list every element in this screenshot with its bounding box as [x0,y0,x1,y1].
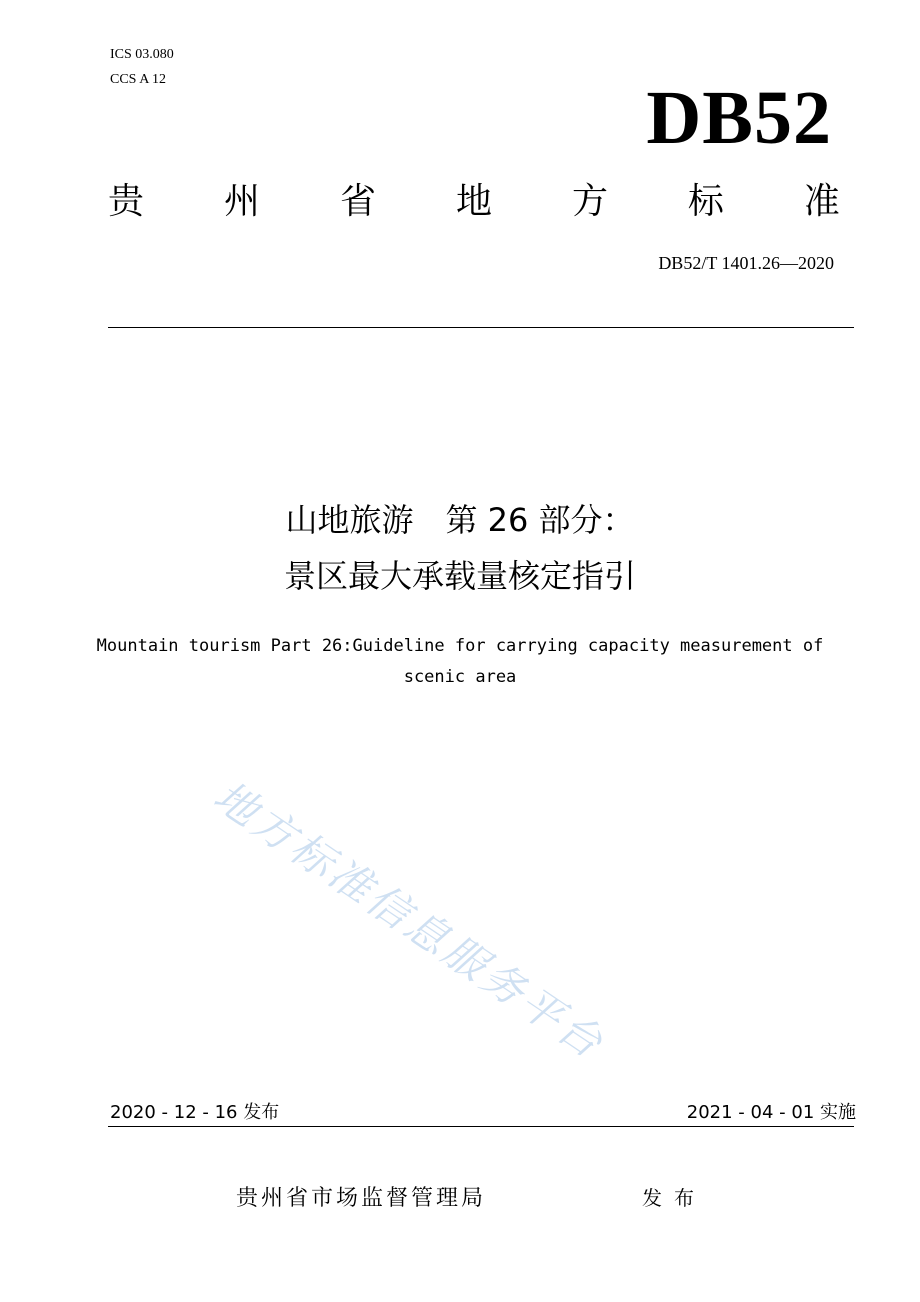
standard-type-char: 标 [687,181,724,222]
publisher-name: 贵州省市场监督管理局 [236,1186,487,1211]
standard-type-char: 省 [339,181,376,222]
watermark: 地方标准信息服务平台 [205,771,614,1070]
standard-type-char: 方 [571,181,608,222]
implementation-date: 2021 - 04 - 01 实施 [686,1102,856,1123]
footer-divider [108,1126,854,1127]
ics-code: ICS 03.080 [110,47,174,62]
document-title-en-line1: Mountain tourism Part 26:Guideline for carrying capacity measurement of [96,636,824,656]
standard-type-char: 准 [803,181,840,222]
header-divider [108,327,854,328]
standard-type-char: 州 [223,181,260,222]
document-title-en-line2: scenic area [403,667,517,687]
document-title-zh-line1: 山地旅游 第 26 部分： [285,501,635,539]
issue-date: 2020 - 12 - 16 发布 [110,1102,280,1123]
standard-type-char: 地 [455,181,492,222]
standard-number: DB52/T 1401.26—2020 [658,253,834,273]
standard-type-char: 贵 [108,181,145,222]
document-title-zh-line2: 景区最大承载量核定指引 [283,557,636,595]
standard-type-heading [108,178,840,226]
publish-label: 发布 [642,1186,706,1210]
standard-brand-logo: DB52 [646,76,832,160]
ccs-code: CCS A 12 [110,72,167,87]
